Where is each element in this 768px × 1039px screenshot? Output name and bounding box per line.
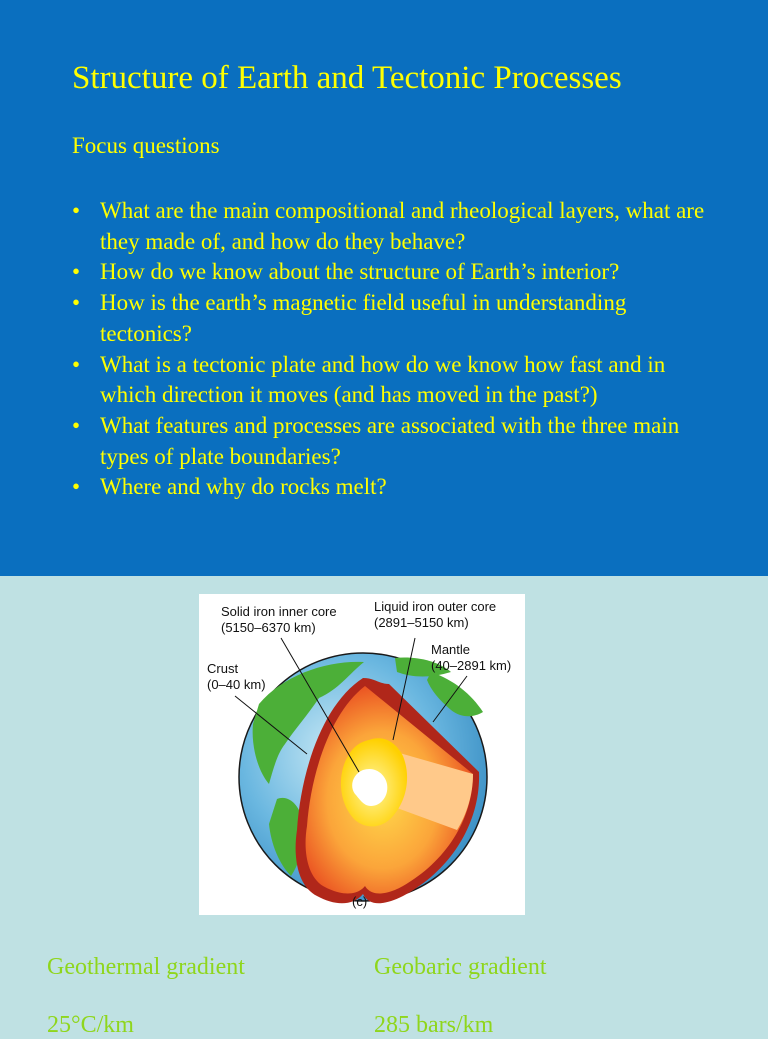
geothermal-gradient-value: 25°C/km (47, 1012, 134, 1038)
mantle-label: Mantle (40–2891 km) (431, 642, 512, 673)
inner-core-label: Solid iron inner core (5150–6370 km) (221, 604, 337, 635)
geobaric-gradient-label: Geobaric gradient (374, 954, 547, 980)
list-item: • How do we know about the structure of Earth’s interior? (72, 257, 712, 288)
list-item: • What are the main compositional and rheological layers, what are they made of, and how do they behave? (72, 196, 712, 257)
geobaric-gradient-value: 285 bars/km (374, 1012, 494, 1038)
focus-questions-heading: Focus questions (72, 133, 220, 158)
earth-structure-figure (199, 594, 525, 915)
geothermal-gradient-label: Geothermal gradient (47, 954, 245, 980)
focus-questions-list (72, 196, 712, 503)
slide-title: Structure of Earth and Tectonic Processes (72, 60, 622, 96)
list-item: • Where and why do rocks melt? (72, 472, 712, 503)
crust-label: Crust (0–40 km) (207, 661, 266, 692)
panel-label: (c) (352, 894, 368, 909)
list-item: • How is the earth’s magnetic field useful in understanding tectonics? (72, 288, 712, 349)
list-item: • What is a tectonic plate and how do we know how fast and in which direction it moves (and has moved in the past?) (72, 350, 712, 411)
list-item: • What features and processes are associated with the three main types of plate boundaries? (72, 411, 712, 472)
outer-core-label: Liquid iron outer core (2891–5150 km) (374, 599, 497, 630)
slide-lower-panel (0, 576, 768, 1038)
